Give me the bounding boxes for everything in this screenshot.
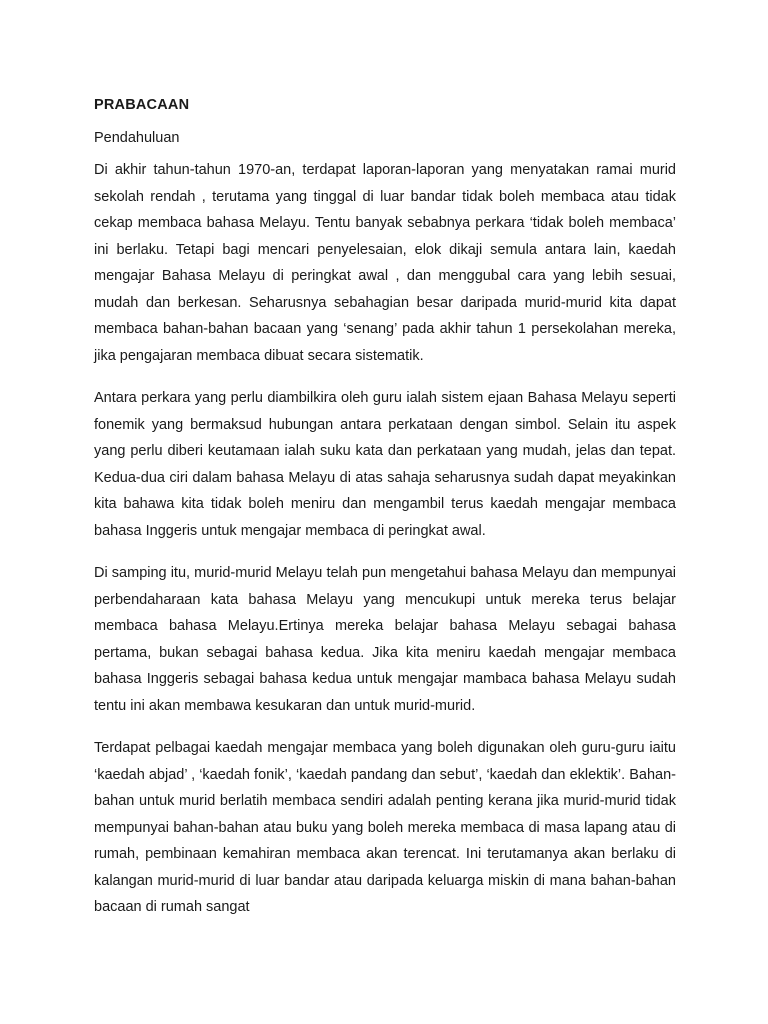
paragraph-1: Di akhir tahun-tahun 1970-an, terdapat laporan-laporan yang menyatakan ramai murid sekolah rendah , terutama yang tinggal di luar bandar tidak boleh membaca atau tidak cekap membaca bahasa Melayu. Tentu banyak sebabnya perkara ‘tidak boleh membaca’ ini berlaku. Tetapi bagi mencari penyelesaian, elok dikaji semula antara lain, kaedah mengajar Bahasa Melayu di peringkat awal , dan menggubal cara yang lebih sesuai, mudah dan berkesan. Seharusnya sebahagian besar daripada murid-murid kita dapat membaca bahan-bahan bacaan yang ‘senang’ pada akhir tahun 1 persekolahan mereka, jika pengajaran membaca dibuat secara sistematik.: [94, 162, 676, 364]
paragraph-4: Terdapat pelbagai kaedah mengajar membaca yang boleh digunakan oleh guru-guru iaitu ‘kaedah abjad’ , ‘kaedah fonik’, ‘kaedah pandang dan sebut’, ‘kaedah dan eklektik’. Bahan-bahan untuk murid berlatih membaca sendiri adalah penting kerana jika murid-murid tidak mempunyai bahan-bahan atau buku yang boleh mereka membaca di masa lapang atau di rumah, pembinaan kemahiran membaca akan terencat. Ini terutamanya akan berlaku di kalangan murid-murid di luar bandar atau daripada keluarga miskin di mana bahan-bahan bacaan di rumah sangat: [94, 740, 676, 915]
paragraph-3: Di samping itu, murid-murid Melayu telah pun mengetahui bahasa Melayu dan mempunyai perbendaharaan kata bahasa Melayu yang mencukupi untuk mereka terus belajar membaca bahasa Melayu.Ertinya mereka belajar bahasa Melayu sebagai bahasa pertama, bukan sebagai bahasa kedua. Jika kita meniru kaedah mengajar membaca bahasa Inggeris sebagai bahasa kedua untuk mengajar mambaca bahasa Melayu sudah tentu ini akan membawa kesukaran dan untuk murid-murid.: [94, 565, 676, 714]
section-heading: Pendahuluan: [94, 129, 180, 146]
paragraph-2: Antara perkara yang perlu diambilkira oleh guru ialah sistem ejaan Bahasa Melayu seperti fonemik yang bermaksud hubungan antara perkataan dengan simbol. Selain itu aspek yang perlu diberi keutamaan ialah suku kata dan perkataan yang mudah, jelas dan tepat. Kedua-dua ciri dalam bahasa Melayu di atas sahaja seharusnya sudah dapat meyakinkan kita bahawa kita tidak boleh meniru dan mengambil terus kaedah mengajar membaca bahasa Inggeris untuk mengajar membaca di peringkat awal.: [94, 390, 676, 539]
document-title: PRABACAAN: [94, 97, 190, 113]
document-page: [94, 92, 676, 921]
